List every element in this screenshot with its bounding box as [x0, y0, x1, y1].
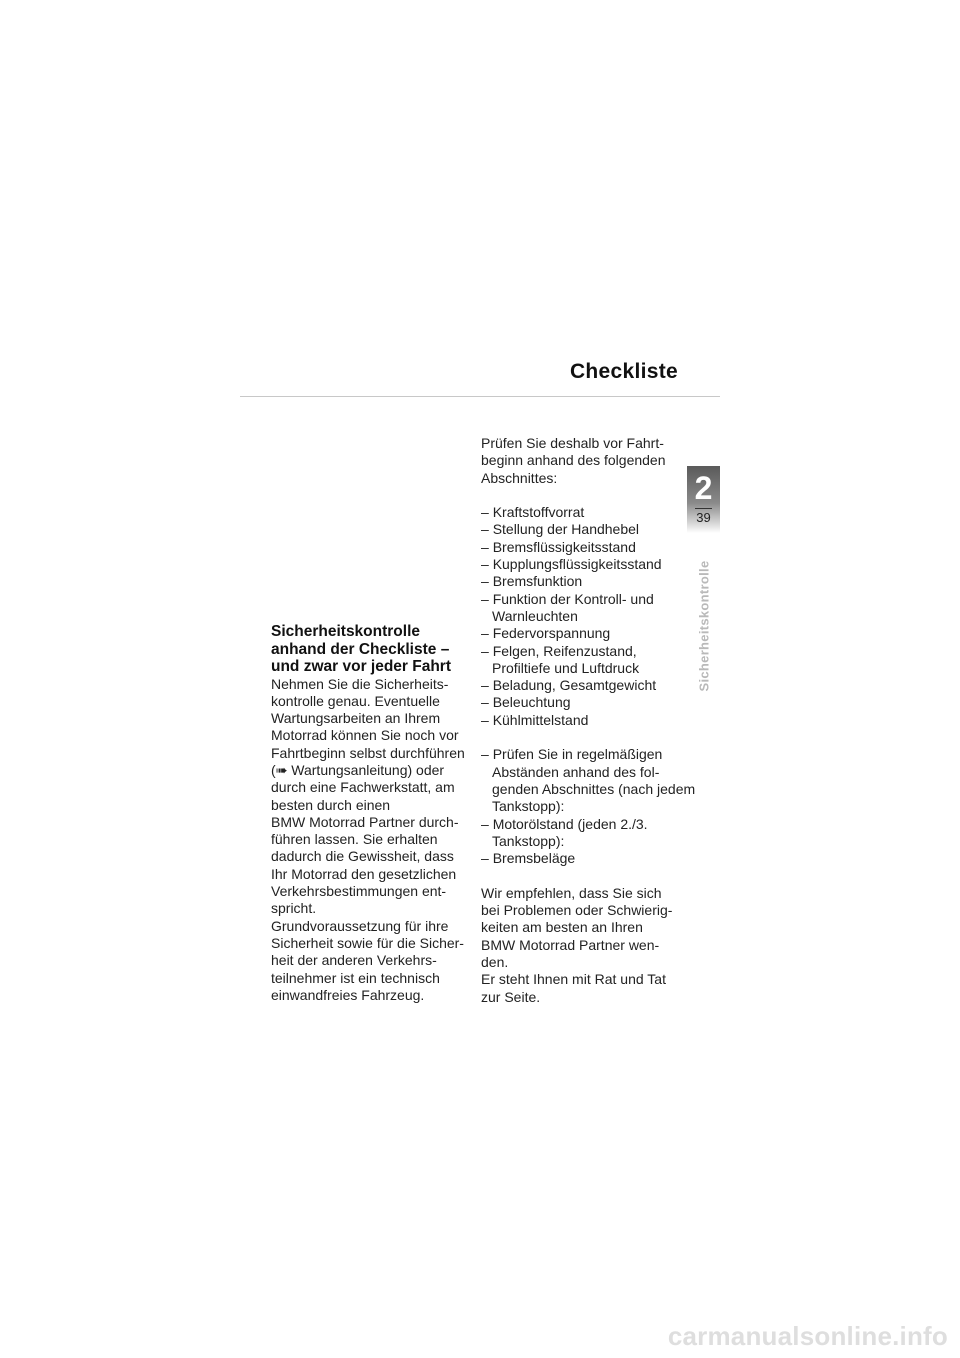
text-line: Nehmen Sie die Sicherheits- [271, 675, 449, 692]
left-column [271, 623, 471, 1004]
text-line: Er steht Ihnen mit Rat und Tat [481, 971, 666, 988]
page-title: Checkliste [569, 360, 678, 383]
list-item: – Motorölstand (jeden 2./3. Tankstopp): [481, 816, 696, 851]
list-item: – Kupplungsflüssigkeitsstand [481, 556, 696, 573]
list-item: – Federvorspannung [481, 625, 696, 642]
section-side-label: Sicherheitskontrolle [696, 560, 712, 692]
list-item: – Bremsbeläge [481, 850, 696, 867]
text-line: einwandfreies Fahrzeug. [271, 986, 425, 1003]
list-item: – Bremsflüssigkeitsstand [481, 539, 696, 556]
pre-ride-checklist [481, 504, 696, 729]
text-line: teilnehmer ist ein technisch [271, 969, 440, 986]
text-line: zur Seite. [481, 988, 541, 1005]
text-line: beginn anhand des folgenden [481, 452, 666, 469]
text-line: durch eine Fachwerkstatt, am [271, 779, 455, 796]
text-line: Sicherheit sowie für die Sicher- [271, 934, 464, 951]
text-line: BMW Motorrad Partner wen- [481, 936, 660, 953]
list-item: – Felgen, Reifenzustand, Profiltiefe und Luftdruck [481, 643, 696, 678]
text-line: besten durch einen [271, 796, 391, 813]
text-line: (➠ Wartungsanleitung) oder [271, 761, 445, 778]
closing-paragraph [481, 885, 696, 1006]
text-line: Grundvoraussetzung für ihre [271, 917, 449, 934]
periodic-checklist [481, 746, 696, 867]
text-line: Prüfen Sie deshalb vor Fahrt- [481, 435, 664, 451]
text-line: spricht. [271, 900, 317, 917]
intro-paragraph [271, 676, 471, 1005]
text-line: dadurch die Gewissheit, dass [271, 848, 454, 865]
text-line: kontrolle genau. Eventuelle [271, 692, 440, 709]
text-line: heit der anderen Verkehrs- [271, 952, 437, 969]
list-item: – Beladung, Gesamtgewicht [481, 677, 696, 694]
chapter-divider [695, 508, 712, 509]
heading-line: anhand der Checkliste – [271, 640, 450, 658]
text-line: Ihr Motorrad den gesetzlichen [271, 865, 457, 882]
heading-line: und zwar vor jeder Fahrt [271, 658, 452, 675]
text-line: Abschnittes: [481, 469, 558, 486]
list-item: – Kraftstoffvorrat [481, 504, 696, 521]
right-column [481, 435, 696, 1006]
text-line: Verkehrsbestimmungen ent- [271, 883, 447, 900]
text-line: den. [481, 953, 509, 970]
chapter-number: 2 [694, 470, 713, 506]
text-line: Wartungsarbeiten an Ihrem [271, 710, 441, 727]
section-heading [271, 623, 471, 676]
list-item: – Prüfen Sie in regelmäßigen Abständen anhand des fol- genden Abschnittes (nach jedem Tankstopp): [481, 746, 696, 815]
header-divider [240, 396, 720, 397]
checklist-intro [481, 435, 696, 487]
heading-line: Sicherheitskontrolle [271, 623, 421, 640]
text-line: keiten am besten an Ihren [481, 919, 643, 936]
text-line: BMW Motorrad Partner durch- [271, 813, 459, 830]
text-line: führen lassen. Sie erhalten [271, 831, 438, 848]
watermark: carmanualsonline.info [667, 1321, 948, 1351]
list-item: – Bremsfunktion [481, 573, 696, 590]
list-item: – Stellung der Handhebel [481, 521, 696, 538]
list-item: – Beleuchtung [481, 694, 696, 711]
text-line: Fahrtbeginn selbst durchführen [271, 744, 465, 761]
list-item: – Funktion der Kontroll- und Warnleuchten [481, 591, 696, 626]
page-number: 39 [696, 510, 711, 525]
text-line: bei Problemen oder Schwierig- [481, 902, 673, 919]
text-line: Wir empfehlen, dass Sie sich [481, 884, 662, 901]
list-item: – Kühlmittelstand [481, 712, 696, 729]
text-line: Motorrad können Sie noch vor [271, 727, 459, 744]
